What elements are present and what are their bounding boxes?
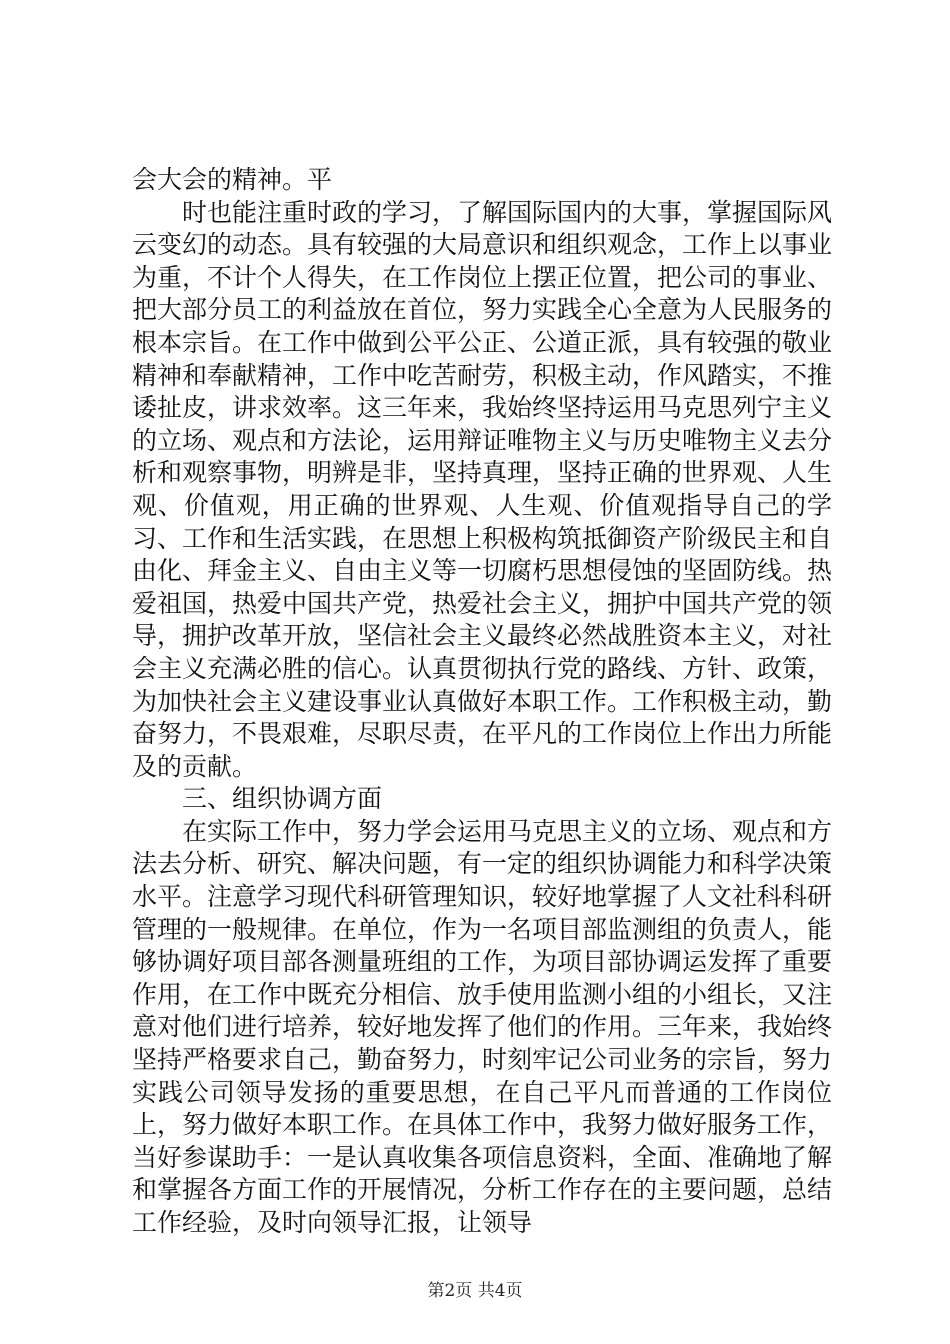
section-heading: 三、组织协调方面 [182,784,383,814]
paragraph-1: 会大会的精神。平 [132,165,333,194]
paragraph-2: 时也能注重时政的学习，了解国际国内的大事，掌握国际风云变幻的动态。具有较强的大局意识和组织观念，工作上以事业为重，不计个人得失，在工作岗位上摆正位置，把公司的事业、把大部分员工的利益放在首位，努力实践全心全意为人民服务的根本宗旨。在工作中做到公平公正、公道正派，具有较强的敬业精神和奉献精神，工作中吃苦耐劳，积极主动，作风踏实，不推诿扯皮，讲求效率。这三年来，我始终坚持运用马克思列宁主义的立场、观点和方法论，运用辩证唯物主义与历史唯物主义去分析和观察事物，明辨是非，坚持真理，坚持正确的世界观、人生观、价值观，用正确的世界观、人生观、价值观指导自己的学习、工作和生活实践，在思想上积极构筑抵御资产阶级民主和自由化、拜金主义、自由主义等一切腐朽思想侵蚀的坚固防线。热爱祖国，热爱中国共产党，热爱社会主义，拥护中国共产党的领导，拥护改革开放，坚信社会主义最终必然战胜资本主义，对社会主义充满必胜的信心。认真贯彻执行党的路线、方针、政策，为加快社会主义建设事业认真做好本职工作。工作积极主动，勤奋努力，不畏艰难，尽职尽责，在平凡的工作岗位上作出力所能及的贡献。 [132,197,833,781]
page-footer: 第2页 共4页 [427,1281,523,1301]
document-body [132,164,832,1240]
paragraph-3: 在实际工作中，努力学会运用马克思主义的立场、观点和方法去分析、研究、解决问题，有一定的组织协调能力和科学决策水平。注意学习现代科研管理知识，较好地掌握了人文社科科研管理的一般规律。在单位，作为一名项目部监测组的负责人，能够协调好项目部各测量班组的工作，为项目部协调运发挥了重要作用，在工作中既充分相信、放手使用监测小组的小组长，又注意对他们进行培养，较好地发挥了他们的作用。三年来，我始终坚持严格要求自己，勤奋努力，时刻牢记公司业务的宗旨，努力实践公司领导发扬的重要思想，在自己平凡而普通的工作岗位上，努力做好本职工作。在具体工作中，我努力做好服务工作，当好参谋助手：一是认真收集各项信息资料，全面、准确地了解和掌握各方面工作的开展情况，分析工作存在的主要问题，总结工作经验，及时向领导汇报，让领导 [132,816,833,1237]
